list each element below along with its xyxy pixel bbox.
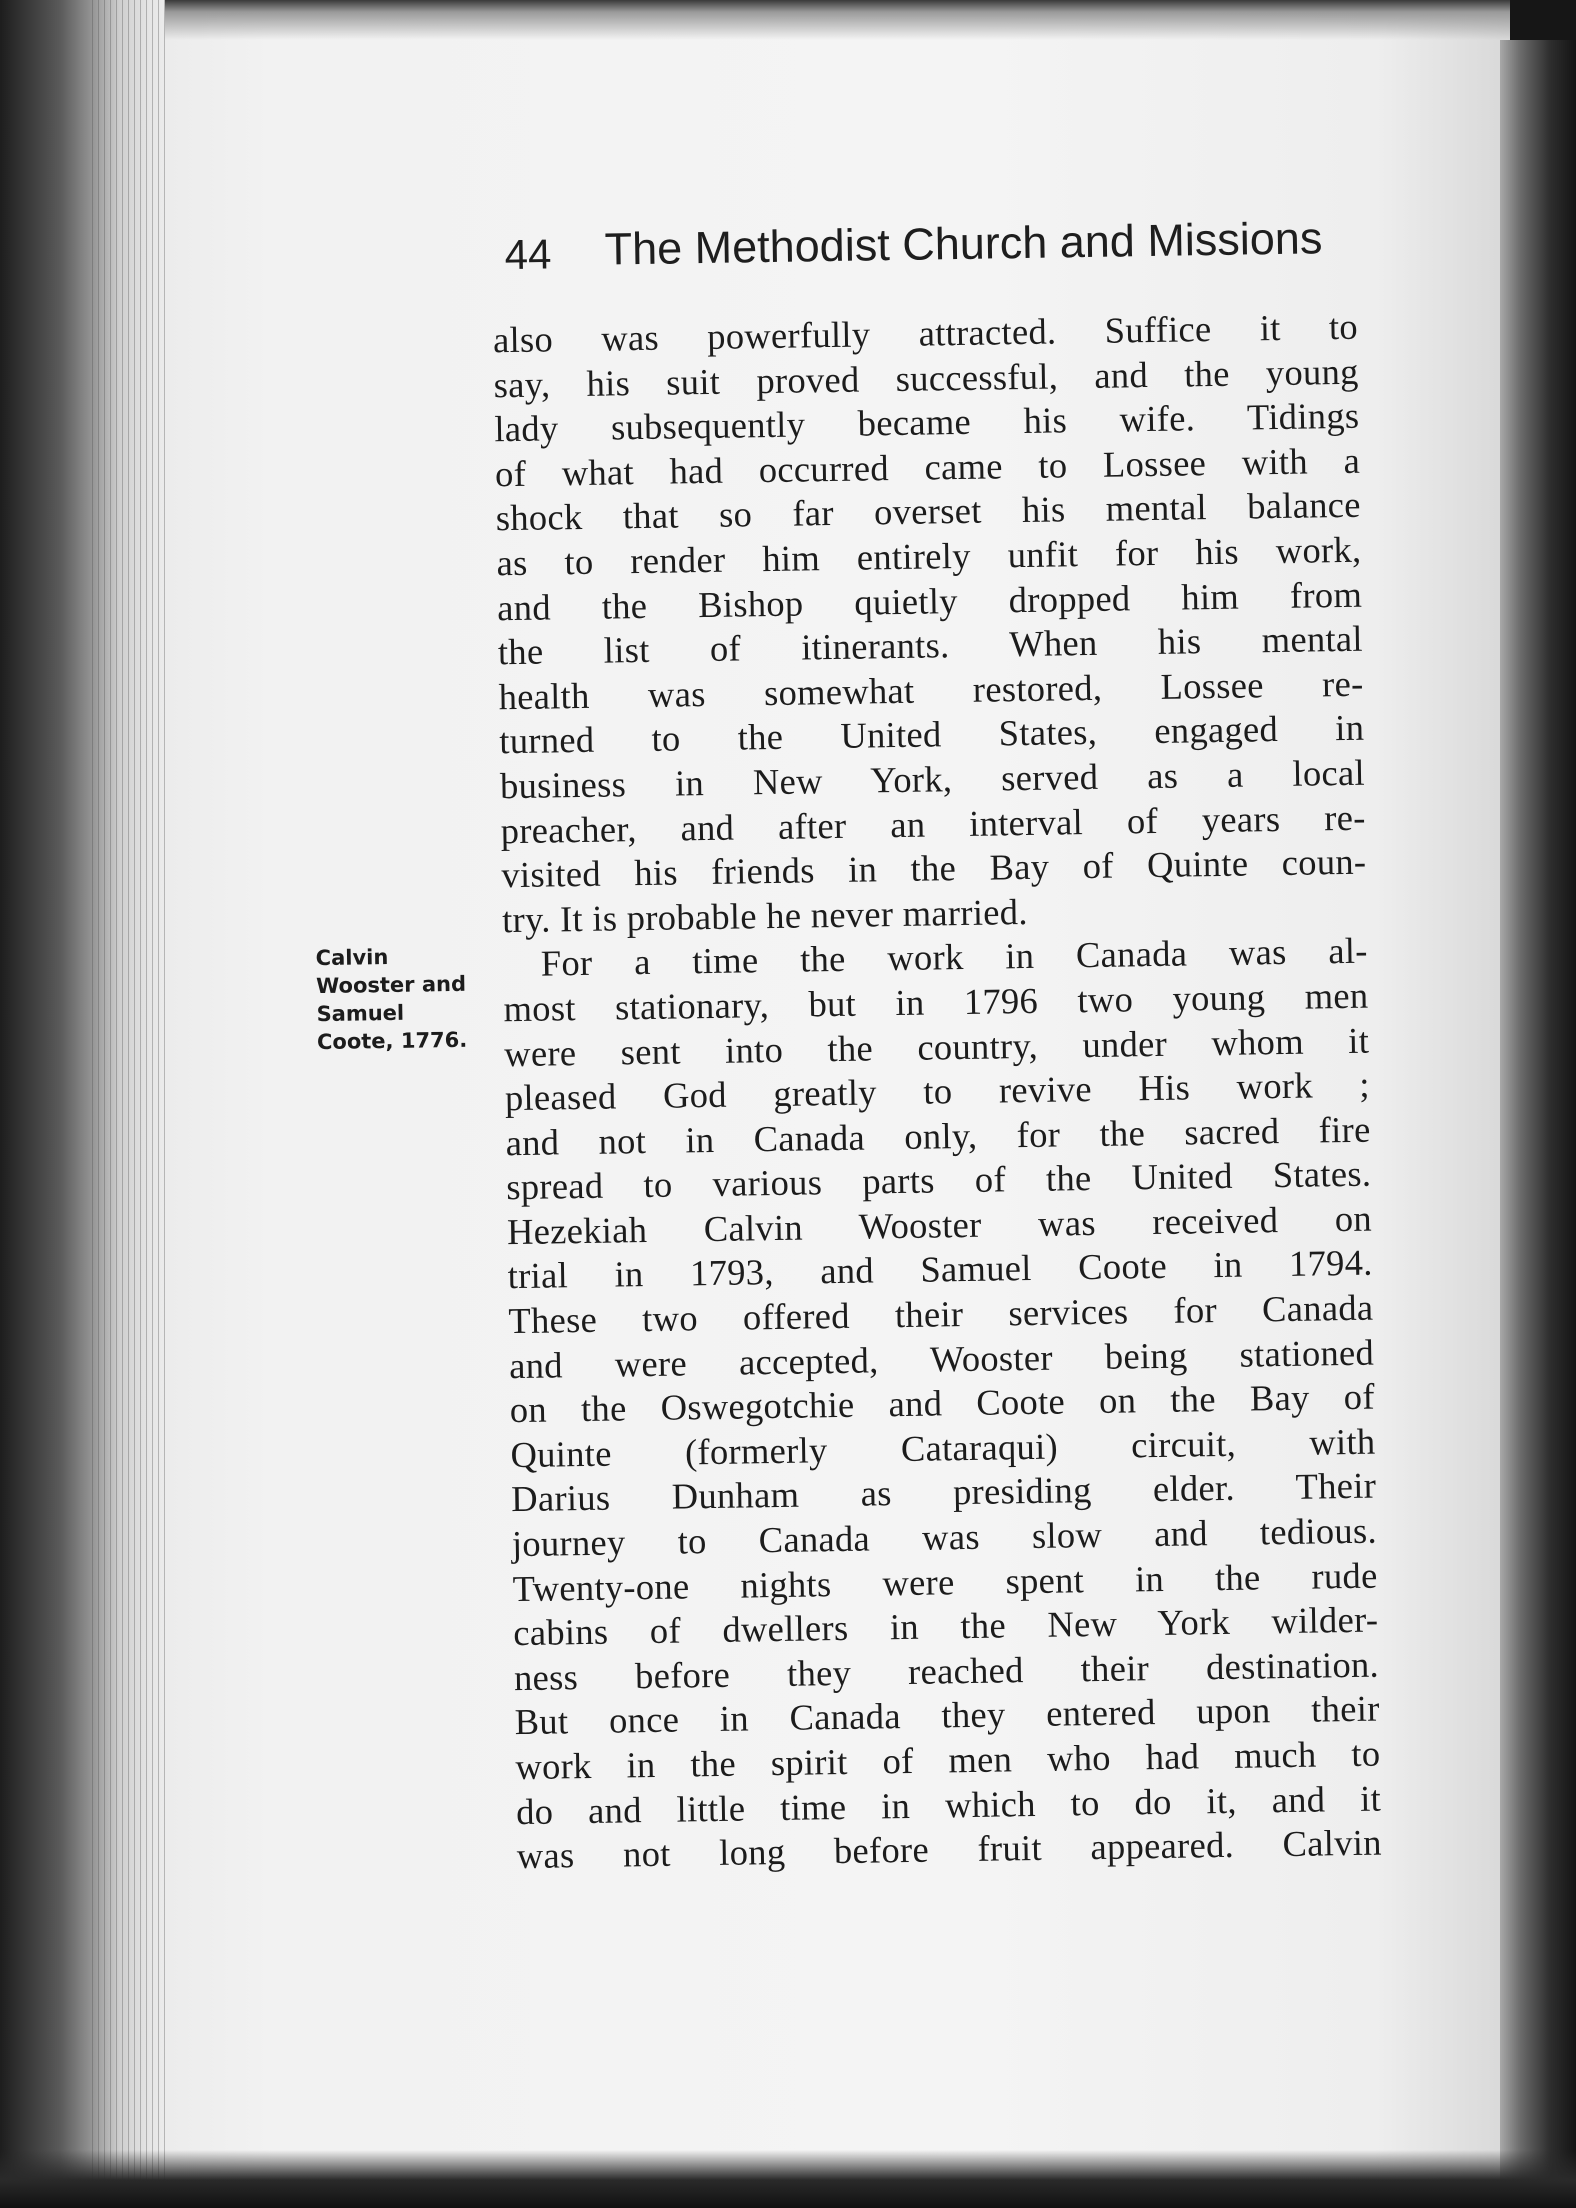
text-line: Hezekiah Calvin Wooster was received on [506,1197,1373,1253]
text-line: pleased God greatly to revive His work ; [504,1063,1371,1119]
text-line: say, his suit proved successful, and the young [493,350,1359,405]
text-line: the list of itinerants. When his mental [497,617,1364,673]
body-text [493,305,1382,1879]
text-line: shock that so far overset his mental balance [495,484,1362,539]
text-line: also was powerfully attracted. Suffice it to [492,305,1359,361]
text-line: of what had occurred came to Lossee with a [494,439,1361,495]
text-line: were sent into the country, under whom it [503,1019,1370,1074]
text-line: spread to various parts of the United States. [505,1152,1372,1208]
text-line: and the Bishop quietly dropped him from [496,573,1363,628]
page-number: 44 [504,230,552,279]
text-line: Darius Dunham as presiding elder. Their [510,1465,1377,1520]
running-header [504,212,1355,291]
text-line: Quinte (formerly Cataraqui) circuit, with [510,1420,1376,1476]
marginal-note-line: Samuel [316,1000,405,1027]
text-line: was not long before fruit appeared. Calvin [516,1821,1383,1877]
marginal-note-line: Wooster and [315,971,467,999]
text-line: try. It is probable he never married. [501,890,1028,940]
text-line: do and little time in which to do it, and it [515,1777,1382,1832]
running-title: The Methodist Church and Missions [604,212,1323,275]
text-line: turned to the United States, engaged in [498,707,1365,762]
text-line: ness before they reached their destination. [513,1643,1380,1698]
text-line: health was somewhat restored, Lossee re- [498,662,1364,718]
text-line: These two offered their services for Canada [508,1286,1374,1342]
text-line: journey to Canada was slow and tedious. [511,1509,1378,1565]
marginal-note [315,941,507,1056]
text-line: and not in Canada only, for the sacred fire [505,1108,1371,1163]
text-line: on the Oswegotchie and Coote on the Bay of [509,1375,1376,1431]
marginal-note-line: Coote, 1776. [316,1027,468,1055]
text-line: lady subsequently became his wife. Tidings [494,394,1360,450]
text-line: and were accepted, Wooster being stationed [508,1331,1375,1386]
text-line: business in New York, served as a local [499,751,1366,807]
text-line: Twenty-one nights were spent in the rude [512,1554,1378,1609]
marginal-note-line: Calvin [315,945,389,971]
text-line: preacher, and after an interval of years re- [500,796,1366,851]
text-line: cabins of dwellers in the New York wilder- [513,1598,1379,1654]
text-line: But once in Canada they entered upon their [514,1687,1380,1743]
text-line: For a time the work in Canada was al- [540,929,1369,984]
text-line: as to render him entirely unfit for his work, [496,528,1362,584]
text-line: visited his friends in the Bay of Quinte coun- [501,840,1367,896]
text-line: most stationary, but in 1796 two young men [503,974,1369,1030]
text-line: work in the spirit of men who had much to [515,1732,1381,1788]
text-line: trial in 1793, and Samuel Coote in 1794. [507,1242,1373,1297]
